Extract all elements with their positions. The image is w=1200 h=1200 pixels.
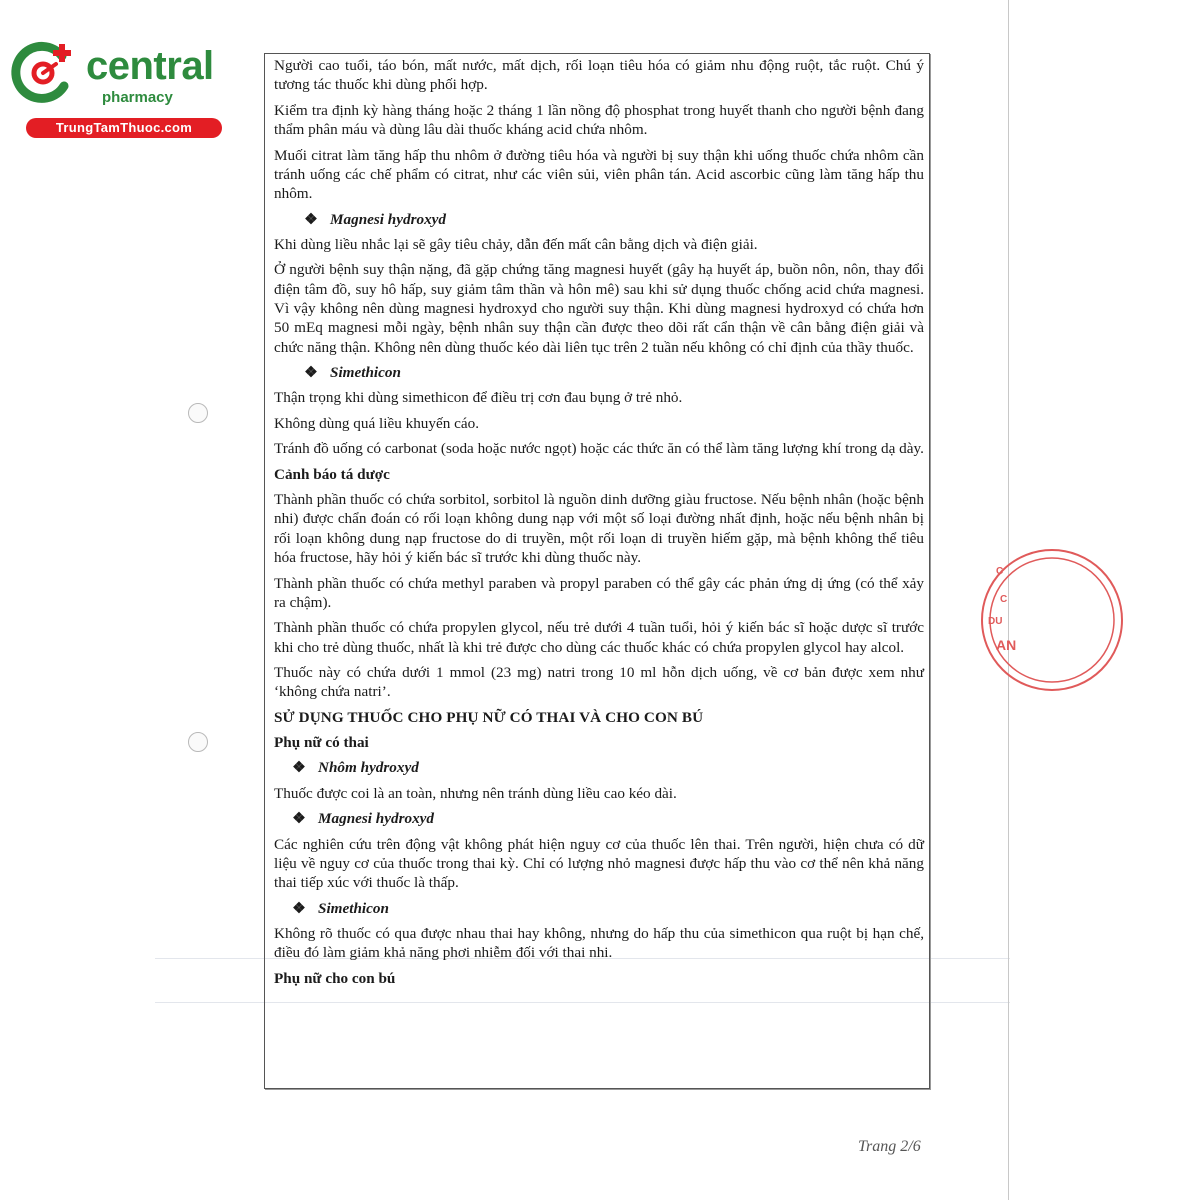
paragraph: Ở người bệnh suy thận nặng, đã gặp chứng tăng magnesi huyết (gây hạ huyết áp, buồn nôn, nôn, thay đổi điện tâm đồ, suy hô hấp, suy giảm tâm thần và hôn mê) sau khi sử dụng thuốc chống acid chứa magnesi. Vì vậy không nên dùng magnesi hydroxyd cho người suy thận. Khi dùng magnesi hydroxyd có chứa hơn 50 mEq magnesi mỗi ngày, bệnh nhân suy thận cần được theo dõi rất cẩn thận về cân bằng điện giải và chức năng thận. Không nên dùng thuốc kéo dài liên tục trên 2 tuần nếu không có chỉ định của thầy thuốc. [274, 261, 924, 356]
pharmacy-logo [12, 38, 212, 138]
diamond-bullet-icon: ❖ [304, 364, 318, 382]
subheading-text: Simethicon [318, 899, 389, 917]
subheading-magnesi [274, 809, 924, 828]
diamond-bullet-icon: ❖ [304, 210, 318, 228]
punch-hole [188, 403, 208, 423]
heading-excipient-warning: Cảnh báo tá dược [274, 465, 390, 483]
svg-text:C: C [996, 566, 1004, 577]
document-body [274, 56, 924, 994]
paragraph: Kiểm tra định kỳ hàng tháng hoặc 2 tháng 1 lần nồng độ phosphat trong huyết thanh cho người bệnh đang thẩm phân máu và dùng lâu dài thuốc kháng acid chứa nhôm. [274, 101, 924, 139]
subheading-simethicon [274, 363, 924, 382]
paragraph: Thành phần thuốc có chứa sorbitol, sorbitol là nguồn dinh dưỡng giàu fructose. Nếu bệnh nhân (hoặc bệnh nhi) được chẩn đoán có rối loạn không dung nạp với một số loại đường nhất định, hoặc nếu bệnh nhân bị rối loạn không dung nạp fructose do di truyền, một rối loạn di truyền hiếm gặp, mà bệnh không thể tiêu hóa fructose, hãy hỏi ý kiến bác sĩ trước khi dùng thuốc này. [274, 491, 924, 567]
diamond-bullet-icon: ❖ [292, 810, 306, 828]
heading-pregnant: Phụ nữ có thai [274, 734, 369, 752]
diamond-bullet-icon: ❖ [292, 759, 306, 777]
paragraph: Thành phần thuốc có chứa methyl paraben và propyl paraben có thể gây các phản ứng dị ứng (có thể xảy ra chậm). [274, 574, 924, 611]
paragraph: Không rõ thuốc có qua được nhau thai hay không, nhưng do hấp thu của simethicon qua ruột bị hạn chế, điều đó làm giảm khả năng phơi nhiễm đối với thai nhi. [274, 924, 924, 962]
logo-name: central [86, 44, 214, 88]
svg-text:C: C [1000, 594, 1008, 605]
subheading-text: Magnesi hydroxyd [318, 810, 435, 828]
paragraph: Muối citrat làm tăng hấp thu nhôm ở đường tiêu hóa và người bị suy thận khi uống thuốc chứa nhôm cần tránh uống các chế phẩm có citrat, như các viên sủi, viên phân tán. Acid ascorbic cũng làm tăng hấp thu nhôm. [274, 146, 924, 203]
svg-text:AN: AN [996, 637, 1017, 653]
paragraph: Người cao tuổi, táo bón, mất nước, mất dịch, rối loạn tiêu hóa có giảm nhu động ruột, tắc ruột. Chú ý tương tác thuốc khi dùng phối hợp. [274, 57, 924, 94]
logo-url-badge[interactable]: TrungTamThuoc.com [26, 118, 222, 138]
svg-text:DU: DU [988, 616, 1003, 627]
paragraph: Không dùng quá liều khuyến cáo. [274, 414, 479, 432]
diamond-bullet-icon: ❖ [292, 899, 306, 917]
stamp-fragment-icon [982, 540, 1017, 700]
paragraph: Khi dùng liều nhắc lại sẽ gây tiêu chảy, dẫn đến mất cân bằng dịch và điện giải. [274, 235, 758, 253]
paragraph: Các nghiên cứu trên động vật không phát hiện nguy cơ của thuốc lên thai. Trên người, hiện chưa có dữ liệu về nguy cơ của thuốc trong thai kỳ. Chỉ có lượng nhỏ magnesi được hấp thu vào cơ thể nên khả năng thai tiếp xúc với thuốc là thấp. [274, 835, 924, 892]
paragraph: Thận trọng khi dùng simethicon để điều trị cơn đau bụng ở trẻ nhỏ. [274, 389, 683, 407]
subheading-magnesi [274, 210, 924, 229]
subheading-text: Nhôm hydroxyd [318, 759, 419, 777]
paragraph: Tránh đồ uống có carbonat (soda hoặc nước ngọt) hoặc các thức ăn có thể làm tăng lượng khí trong dạ dày. [274, 440, 924, 458]
central-pharmacy-logo-icon [12, 40, 76, 104]
paragraph: Thành phần thuốc có chứa propylen glycol, nếu trẻ dưới 4 tuần tuổi, hỏi ý kiến bác sĩ hoặc dược sĩ trước khi cho trẻ dùng thuốc, nhất là khi trẻ được cho dùng các thuốc khác có chứa propylen glycol hay alcol. [274, 619, 924, 656]
logo-subtitle: pharmacy [102, 89, 173, 106]
subheading-simethicon [274, 899, 924, 918]
subheading-text: Simethicon [330, 364, 401, 382]
paragraph: Thuốc này có chứa dưới 1 mmol (23 mg) natri trong 10 ml hỗn dịch uống, về cơ bản được xem như ‘không chứa natri’. [274, 664, 924, 701]
page-number: Trang 2/6 [858, 1138, 921, 1155]
paragraph: Thuốc được coi là an toàn, nhưng nên tránh dùng liều cao kéo dài. [274, 784, 677, 802]
heading-nursing: Phụ nữ cho con bú [274, 969, 396, 987]
subheading-text: Magnesi hydroxyd [330, 210, 447, 228]
section-heading: SỬ DỤNG THUỐC CHO PHỤ NỮ CÓ THAI VÀ CHO CON BÚ [274, 708, 704, 726]
subheading-nhom [274, 758, 924, 777]
punch-hole [188, 732, 208, 752]
